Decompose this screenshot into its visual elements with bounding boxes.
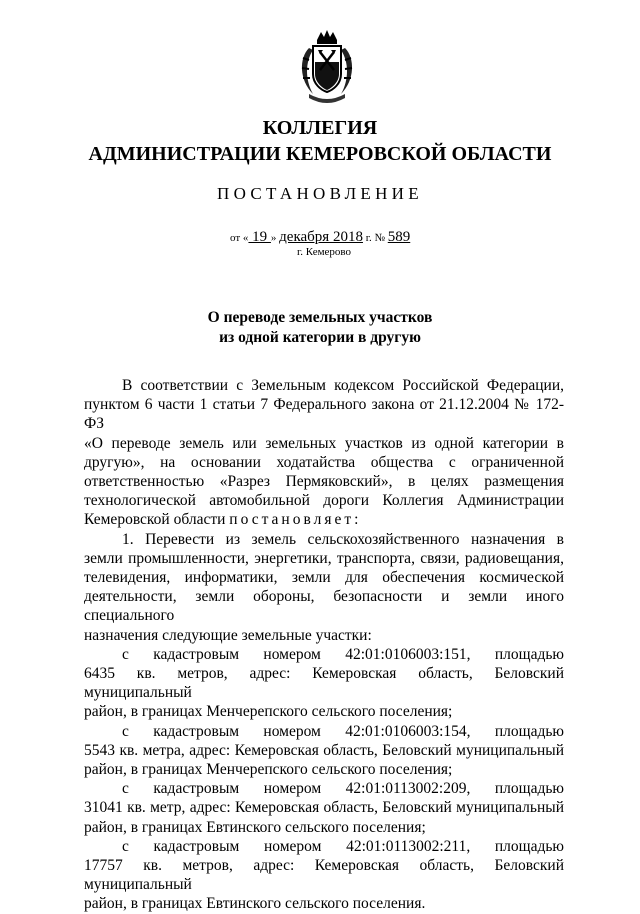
body-line: с кадастровым номером 42:01:0106003:154, площадью (122, 722, 564, 740)
body-line: с кадастровым номером 42:01:0113002:209, площадью (122, 780, 564, 798)
body-line: 17757 кв. метров, адрес: Кемеровская область, Беловский муниципальный (84, 857, 564, 894)
date-year-suffix: г. (362, 232, 375, 244)
document-body (84, 376, 564, 914)
body-line: телевидения, информатики, земли для обеспечения космической (84, 569, 564, 587)
document-city: г. Кемерово (297, 246, 352, 258)
organization-name-line1: КОЛЛЕГИЯ (262, 117, 378, 139)
body-line: земли промышленности, энергетики, транспорта, связи, радиовещания, (84, 549, 564, 567)
date-day: 19 (248, 229, 271, 245)
body-line: район, в границах Евтинского сельского поселения. (84, 895, 426, 913)
body-line: район, в границах Менчерепского сельского поселения; (84, 703, 453, 721)
organization-name-line2: АДМИНИСТРАЦИИ КЕМЕРОВСКОЙ ОБЛАСТИ (88, 143, 552, 165)
date-month-year: декабря 2018 (279, 229, 363, 245)
body-line (84, 510, 564, 529)
body-line: другую», на основании ходатайства общества с ограниченной (84, 453, 564, 471)
number-sign: № (374, 232, 388, 244)
title-line1: О переводе земельных участков (207, 309, 433, 326)
date-prefix: от « (230, 232, 249, 244)
coat-of-arms-icon (295, 28, 359, 106)
body-line: 31041 кв. метр, адрес: Кемеровская область, Беловский муниципальный (84, 799, 564, 817)
document-type: ПОСТАНОВЛЕНИЕ (217, 184, 423, 203)
date-quote-close: » (270, 232, 280, 244)
body-line: деятельности, земли обороны, безопасности и земли иного специального (84, 588, 564, 625)
body-line: с кадастровым номером 42:01:0106003:151, площадью (122, 645, 564, 663)
body-line: 6435 кв. метров, адрес: Кемеровская область, Беловский муниципальный (84, 665, 564, 702)
body-line: пунктом 6 части 1 статьи 7 Федерального закона от 21.12.2004 № 172-ФЗ (84, 396, 564, 433)
body-line: 5543 кв. метра, адрес: Кемеровская область, Беловский муниципальный (84, 741, 564, 759)
document-date-number (230, 229, 410, 246)
body-line: В соответствии с Земельным кодексом Российской Федерации, (122, 377, 564, 394)
document-number: 589 (387, 229, 411, 245)
body-line: ответственностью «Разрез Пермяковский», в целях размещения (84, 473, 564, 491)
body-line: район, в границах Менчерепского сельского поселения; (84, 761, 453, 779)
body-line: назначения следующие земельные участки: (84, 626, 372, 644)
body-line-text: Кемеровской области (84, 511, 230, 529)
body-line: 1. Перевести из земель сельскохозяйственного назначения в (122, 530, 564, 548)
body-line: район, в границах Евтинского сельского поселения; (84, 818, 426, 836)
title-line2: из одной категории в другую (219, 329, 421, 346)
resolves-word: постановляет: (229, 511, 362, 529)
body-line: «О переводе земель или земельных участков из одной категории в (84, 434, 564, 452)
body-line: с кадастровым номером 42:01:0113002:211, площадью (122, 837, 564, 855)
body-line: технологической автомобильной дороги Коллегия Администрации (84, 492, 564, 510)
document-title (0, 308, 640, 348)
